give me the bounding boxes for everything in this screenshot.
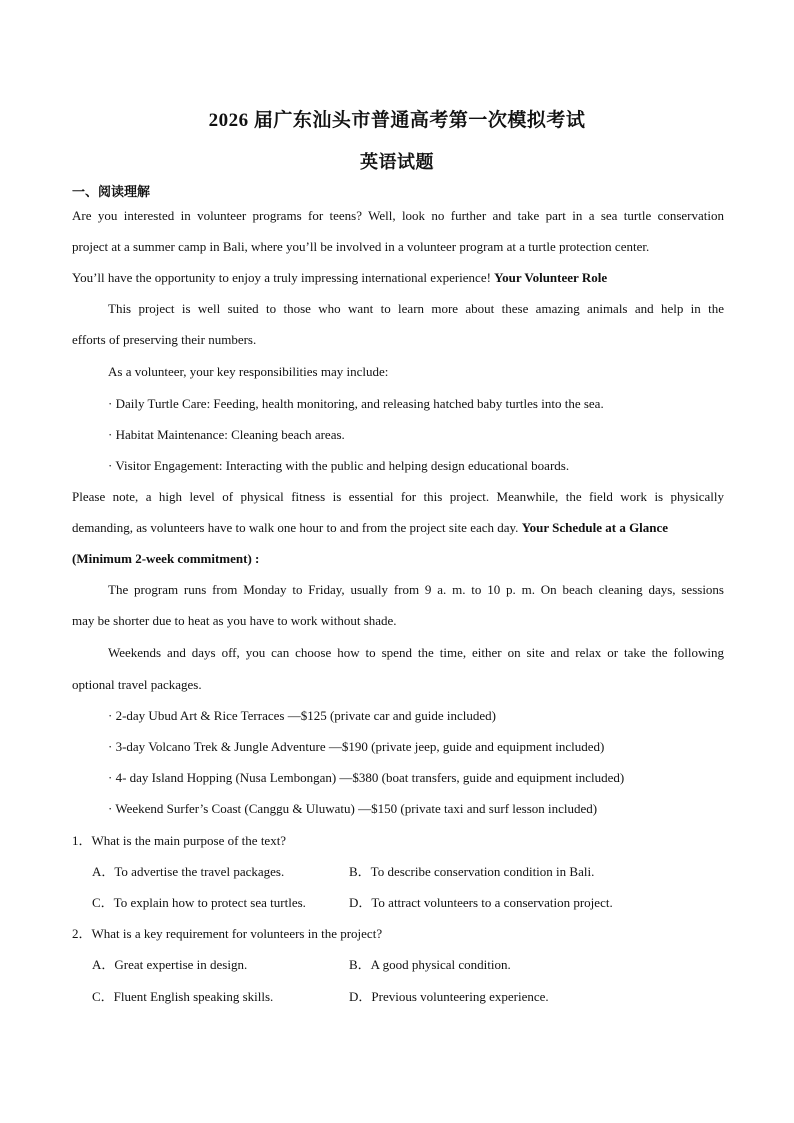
- question-2-option-c: C．Fluent English speaking skills.: [92, 989, 274, 1004]
- role-line-2: efforts of preserving their numbers.: [72, 332, 257, 347]
- schedule-line-2: may be shorter due to heat as you have to work without shade.: [72, 613, 397, 628]
- note-line-1: Please note, a high level of physical fitness is essential for this project. Meanwhile, the field work is physically: [72, 489, 724, 504]
- question-1-option-c: C．To explain how to protect sea turtles.: [92, 895, 306, 910]
- intro-line-2: project at a summer camp in Bali, where you’ll be involved in a volunteer program at a turtle protection center.: [72, 239, 650, 254]
- travel-package-item: · 2-day Ubud Art & Rice Terraces —$125 (private car and guide included): [108, 708, 496, 723]
- question-2-option-d: D．Previous volunteering experience.: [349, 989, 549, 1004]
- exam-title: 2026 届广东汕头市普通高考第一次模拟考试: [208, 110, 586, 131]
- section-heading: 一、阅读理解: [72, 185, 151, 200]
- schedule-line-3: Weekends and days off, you can choose how to spend the time, either on site and relax or take the following: [108, 645, 724, 660]
- question-2-stem: 2．What is a key requirement for volunteers in the project?: [72, 926, 383, 941]
- responsibility-item: · Visitor Engagement: Interacting with the public and helping design educational boards.: [108, 458, 570, 473]
- heading-volunteer-role: Your Volunteer Role: [494, 270, 608, 285]
- heading-schedule-commitment: (Minimum 2-week commitment) :: [72, 551, 260, 566]
- intro-line-3-text: You’ll have the opportunity to enjoy a truly impressing international experience!: [72, 270, 491, 285]
- schedule-line-4: optional travel packages.: [72, 677, 202, 692]
- travel-package-item: · 4- day Island Hopping (Nusa Lembongan) —$380 (boat transfers, guide and equipment included): [108, 770, 625, 785]
- intro-line-1: Are you interested in volunteer programs for teens? Well, look no further and take part in a sea turtle conservation: [72, 208, 724, 223]
- note-line-2: [72, 520, 724, 536]
- question-1-option-d: D．To attract volunteers to a conservation project.: [349, 895, 613, 910]
- travel-package-item: · Weekend Surfer’s Coast (Canggu & Uluwatu) —$150 (private taxi and surf lesson included): [108, 801, 598, 816]
- question-2-option-a: A．Great expertise in design.: [92, 957, 248, 972]
- note-line-2-text: demanding, as volunteers have to walk one hour to and from the project site each day.: [72, 520, 519, 535]
- question-1-option-b: B．To describe conservation condition in Bali.: [349, 864, 595, 879]
- question-1-stem: 1．What is the main purpose of the text?: [72, 833, 287, 848]
- question-1-option-a: A．To advertise the travel packages.: [92, 864, 285, 879]
- responsibility-item: · Habitat Maintenance: Cleaning beach areas.: [108, 427, 345, 442]
- exam-subtitle: 英语试题: [360, 152, 434, 172]
- heading-schedule: Your Schedule at a Glance: [521, 520, 669, 535]
- responsibility-item: · Daily Turtle Care: Feeding, health monitoring, and releasing hatched baby turtles into the sea.: [108, 396, 604, 411]
- intro-line-3: [72, 270, 724, 286]
- role-line-1: This project is well suited to those who want to learn more about these amazing animals and help in the: [108, 301, 724, 316]
- travel-package-item: · 3-day Volcano Trek & Jungle Adventure —$190 (private jeep, guide and equipment included): [108, 739, 605, 754]
- schedule-line-1: The program runs from Monday to Friday, usually from 9 a. m. to 10 p. m. On beach cleaning days, sessions: [108, 582, 724, 597]
- role-line-3: As a volunteer, your key responsibilities may include:: [108, 364, 389, 379]
- question-2-option-b: B．A good physical condition.: [349, 957, 511, 972]
